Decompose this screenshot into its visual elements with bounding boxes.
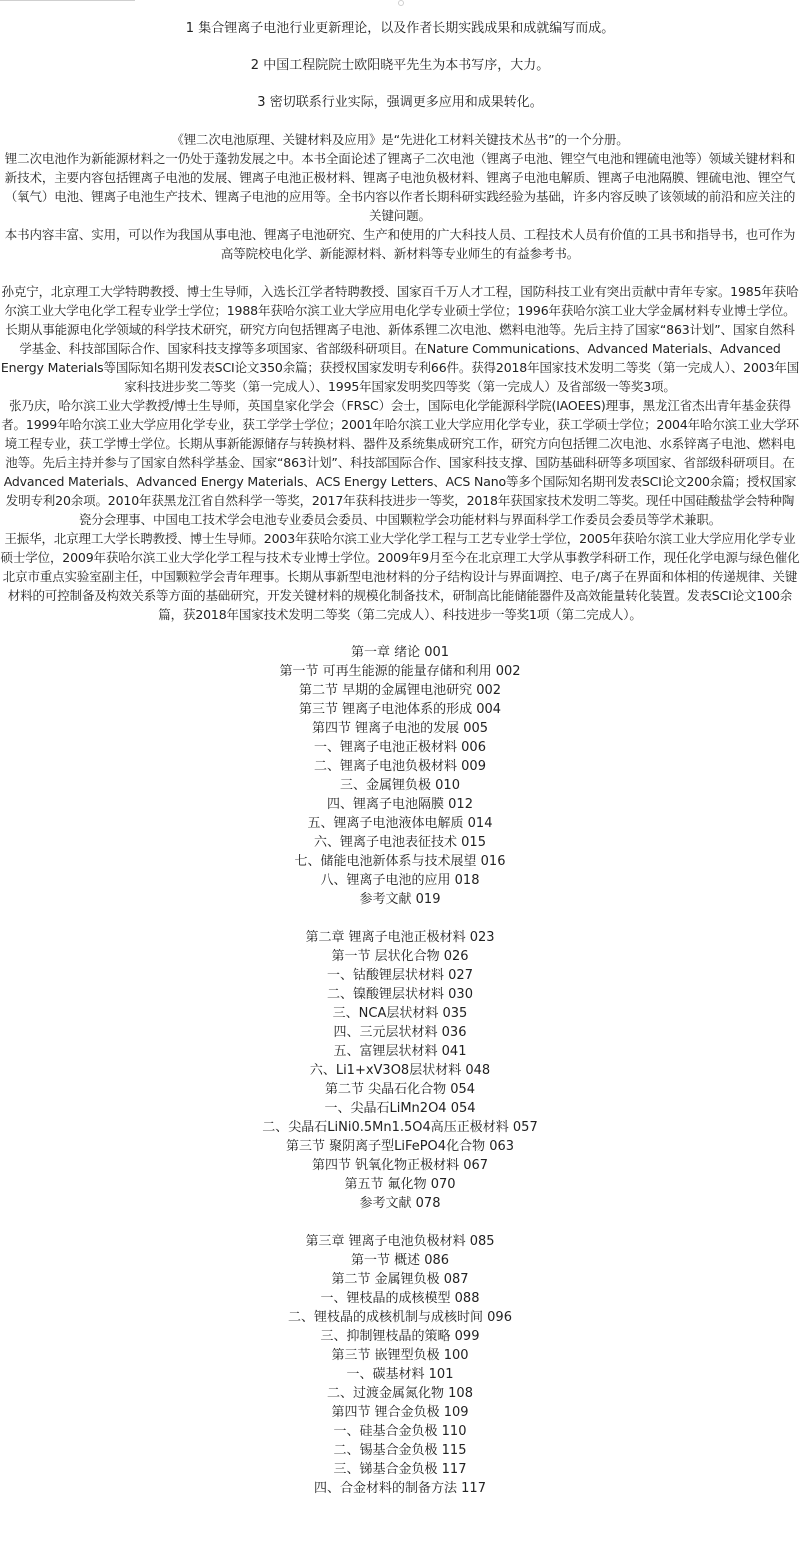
toc-entry: 五、富锂层状材料 041 (333, 1044, 467, 1059)
toc-entry: 三、NCA层状材料 035 (332, 1006, 468, 1021)
toc-entry: 第一节 层状化合物 026 (331, 949, 469, 964)
toc-entry: 第二节 早期的金属锂电池研究 002 (298, 683, 502, 698)
toc-entry: 一、钴酸锂层状材料 027 (327, 968, 473, 983)
introduction (0, 130, 800, 263)
toc-entry: 二、锂离子电池负极材料 009 (314, 759, 486, 774)
toc-entry: 七、储能电池新体系与技术展望 016 (294, 854, 506, 869)
toc-chapter-3 (0, 1232, 800, 1498)
toc-entry: 第二节 金属锂负极 087 (331, 1272, 469, 1287)
toc-entry: 一、尖晶石LiMn2O4 054 (324, 1101, 476, 1116)
toc-entry: 第三节 锂离子电池体系的形成 004 (298, 702, 502, 717)
toc-entry: 第四节 锂离子电池的发展 005 (311, 721, 489, 736)
toc-entry: 二、过渡金属氮化物 108 (327, 1386, 473, 1401)
toc-entry: 一、硅基合金负极 110 (333, 1424, 467, 1439)
toc-chapter-title: 第二章 锂离子电池正极材料 023 (305, 930, 495, 945)
feature-item: 1 集合锂离子电池行业更新理论，以及作者长期实践成果和成就编写而成。 (185, 21, 615, 36)
toc-entry: 四、三元层状材料 036 (333, 1025, 467, 1040)
toc-entry: 八、锂离子电池的应用 018 (320, 873, 480, 888)
table-of-contents (0, 643, 800, 1498)
toc-entry: 五、锂离子电池液体电解质 014 (307, 816, 493, 831)
top-anchor-dot (398, 0, 404, 6)
toc-entry: 二、锂枝晶的成核机制与成核时间 096 (288, 1310, 512, 1325)
toc-entry: 六、锂离子电池表征技术 015 (314, 835, 486, 850)
toc-entry: 四、锂离子电池隔膜 012 (327, 797, 473, 812)
author-bios (0, 282, 800, 624)
toc-entry: 参考文献 078 (359, 1196, 441, 1211)
toc-entry: 第三节 聚阴离子型LiFePO4化合物 063 (285, 1139, 515, 1154)
toc-entry: 六、Li1+xV3O8层状材料 048 (309, 1063, 491, 1078)
toc-entry: 三、金属锂负极 010 (340, 778, 460, 793)
book-description (0, 19, 800, 1498)
toc-entry: 第五节 氟化物 070 (344, 1177, 456, 1192)
top-divider (0, 0, 135, 1)
toc-entry: 四、合金材料的制备方法 117 (314, 1481, 486, 1496)
toc-entry: 一、碳基材料 101 (346, 1367, 454, 1382)
toc-entry: 一、锂枝晶的成核模型 088 (320, 1291, 480, 1306)
toc-entry: 第一节 可再生能源的能量存储和利用 002 (279, 664, 521, 679)
intro-summary: 锂二次电池作为新能源材料之一仍处于蓬勃发展之中。本书全面论述了锂离子二次电池（锂离子电池、锂空气电池和锂硫电池等）领域关键材料和新技术，主要内容包括锂离子电池的发展、锂离子电池正极材料、锂离子电池负极材料、锂离子电池电解质、锂离子电池隔膜、锂硫电池、锂空气（氧气）电池、锂离子电池生产技术、锂离子电池的应用等。全书内容以作者长期科研实践经验为基础，许多内容反映了该领域的前沿和应关注的关键问题。 (4, 151, 796, 223)
intro-series-line: 《锂二次电池原理、关键材料及应用》是“先进化工材料关键技术丛书”的一个分册。 (171, 132, 629, 147)
toc-entry: 一、锂离子电池正极材料 006 (314, 740, 486, 755)
toc-entry: 第四节 锂合金负极 109 (331, 1405, 469, 1420)
toc-entry: 二、尖晶石LiNi0.5Mn1.5O4高压正极材料 057 (262, 1120, 538, 1135)
toc-chapter-1 (0, 643, 800, 909)
feature-item: 3 密切联系行业实际，强调更多应用和成果转化。 (257, 95, 543, 110)
toc-entry: 第二节 尖晶石化合物 054 (324, 1082, 476, 1097)
feature-item: 2 中国工程院院士欧阳晓平先生为本书写序，大力。 (250, 58, 550, 73)
toc-chapter-title: 第三章 锂离子电池负极材料 085 (305, 1234, 495, 1249)
feature-list (0, 19, 800, 112)
author-bio-sun: 孙克宁，北京理工大学特聘教授、博士生导师，入选长江学者特聘教授、国家百千万人才工程，国防科技工业有突出贡献中青年专家。1985年获哈尔滨工业大学电化学工程专业学士学位；1988年获哈尔滨工业大学应用电化学专业硕士学位；1996年获哈尔滨工业大学金属材料专业博士学位。长期从事能源电化学领域的科学技术研究，研究方向包括锂离子电池、新体系锂二次电池、燃料电池等。先后主持了国家“863计划”、国家自然科学基金、科技部国际合作、国家科技支撑等多项国家、省部级科研项目。在Nature Communications、Advanced Materials、Advanced Energy Materials等国际知名期刊发表SCI论文350余篇；获授权国家发明专利66件。获得2018年国家技术发明二等奖（第一完成人）、2003年国家科技进步奖二等奖（第一完成人）、1995年国家发明奖四等奖（第一完成人）及省部级一等奖3项。 (0, 284, 800, 394)
toc-entry: 参考文献 019 (359, 892, 441, 907)
toc-entry: 第四节 钒氧化物正极材料 067 (311, 1158, 489, 1173)
toc-entry: 三、抑制锂枝晶的策略 099 (320, 1329, 480, 1344)
author-bio-zhang: 张乃庆，哈尔滨工业大学教授/博士生导师，英国皇家化学会（FRSC）会士，国际电化学能源科学院(IAOEES)理事，黑龙江省杰出青年基金获得者。1999年哈尔滨工业大学应用化学专业，获工学学士学位；2001年哈尔滨工业大学应用化学专业，获工学硕士学位；2004年哈尔滨工业大学环境工程专业，获工学博士学位。长期从事新能源储存与转换材料、器件及系统集成研究工作，研究方向包括锂二次电池、水系锌离子电池、燃料电池等。先后主持并参与了国家自然科学基金、国家“863计划”、科技部国际合作、国家科技支撑、国防基础科研等多项国家、省部级科研项目。在Advanced Materials、Advanced Energy Materials、ACS Energy Letters、ACS Nano等多个国际知名期刊发表SCI论文200余篇；授权国家发明专利20余项。2010年获黑龙江省自然科学一等奖，2017年获科技进步一等奖，2018年获国家技术发明二等奖。现任中国硅酸盐学会特种陶瓷分会理事、中国电工技术学会电池专业委员会委员、中国颗粒学会功能材料与界面科学工作委员会委员等学术兼职。 (1, 398, 799, 527)
intro-audience: 本书内容丰富、实用，可以作为我国从事电池、锂离子电池研究、生产和使用的广大科技人员、工程技术人员有价值的工具书和指导书，也可作为高等院校电化学、新能源材料、新材料等专业师生的有益参考书。 (4, 227, 796, 261)
author-bio-wang: 王振华，北京理工大学长聘教授、博士生导师。2003年获哈尔滨工业大学化学工程与工艺专业学士学位，2005年获哈尔滨工业大学应用化学专业硕士学位，2009年获哈尔滨工业大学化学工程与技术专业博士学位。2009年9月至今在北京理工大学从事教学科研工作，现任化学电源与绿色催化北京市重点实验室副主任，中国颗粒学会青年理事。长期从事新型电池材料的分子结构设计与界面调控、电子/离子在界面和体相的传递规律、关键材料的可控制备及构效关系等方面的基础研究，开发关键材料的规模化制备技术，研制高比能储能器件及高效能量转化装置。发表SCI论文100余篇，获2018年国家技术发明二等奖（第二完成人）、科技进步一等奖1项（第二完成人）。 (0, 531, 800, 622)
toc-entry: 二、锡基合金负极 115 (333, 1443, 467, 1458)
toc-entry: 第三节 嵌锂型负极 100 (331, 1348, 469, 1363)
toc-entry: 二、镍酸锂层状材料 030 (327, 987, 473, 1002)
toc-chapter-title: 第一章 绪论 001 (350, 645, 450, 660)
toc-entry: 三、锑基合金负极 117 (333, 1462, 467, 1477)
toc-chapter-2 (0, 928, 800, 1213)
toc-entry: 第一节 概述 086 (350, 1253, 450, 1268)
